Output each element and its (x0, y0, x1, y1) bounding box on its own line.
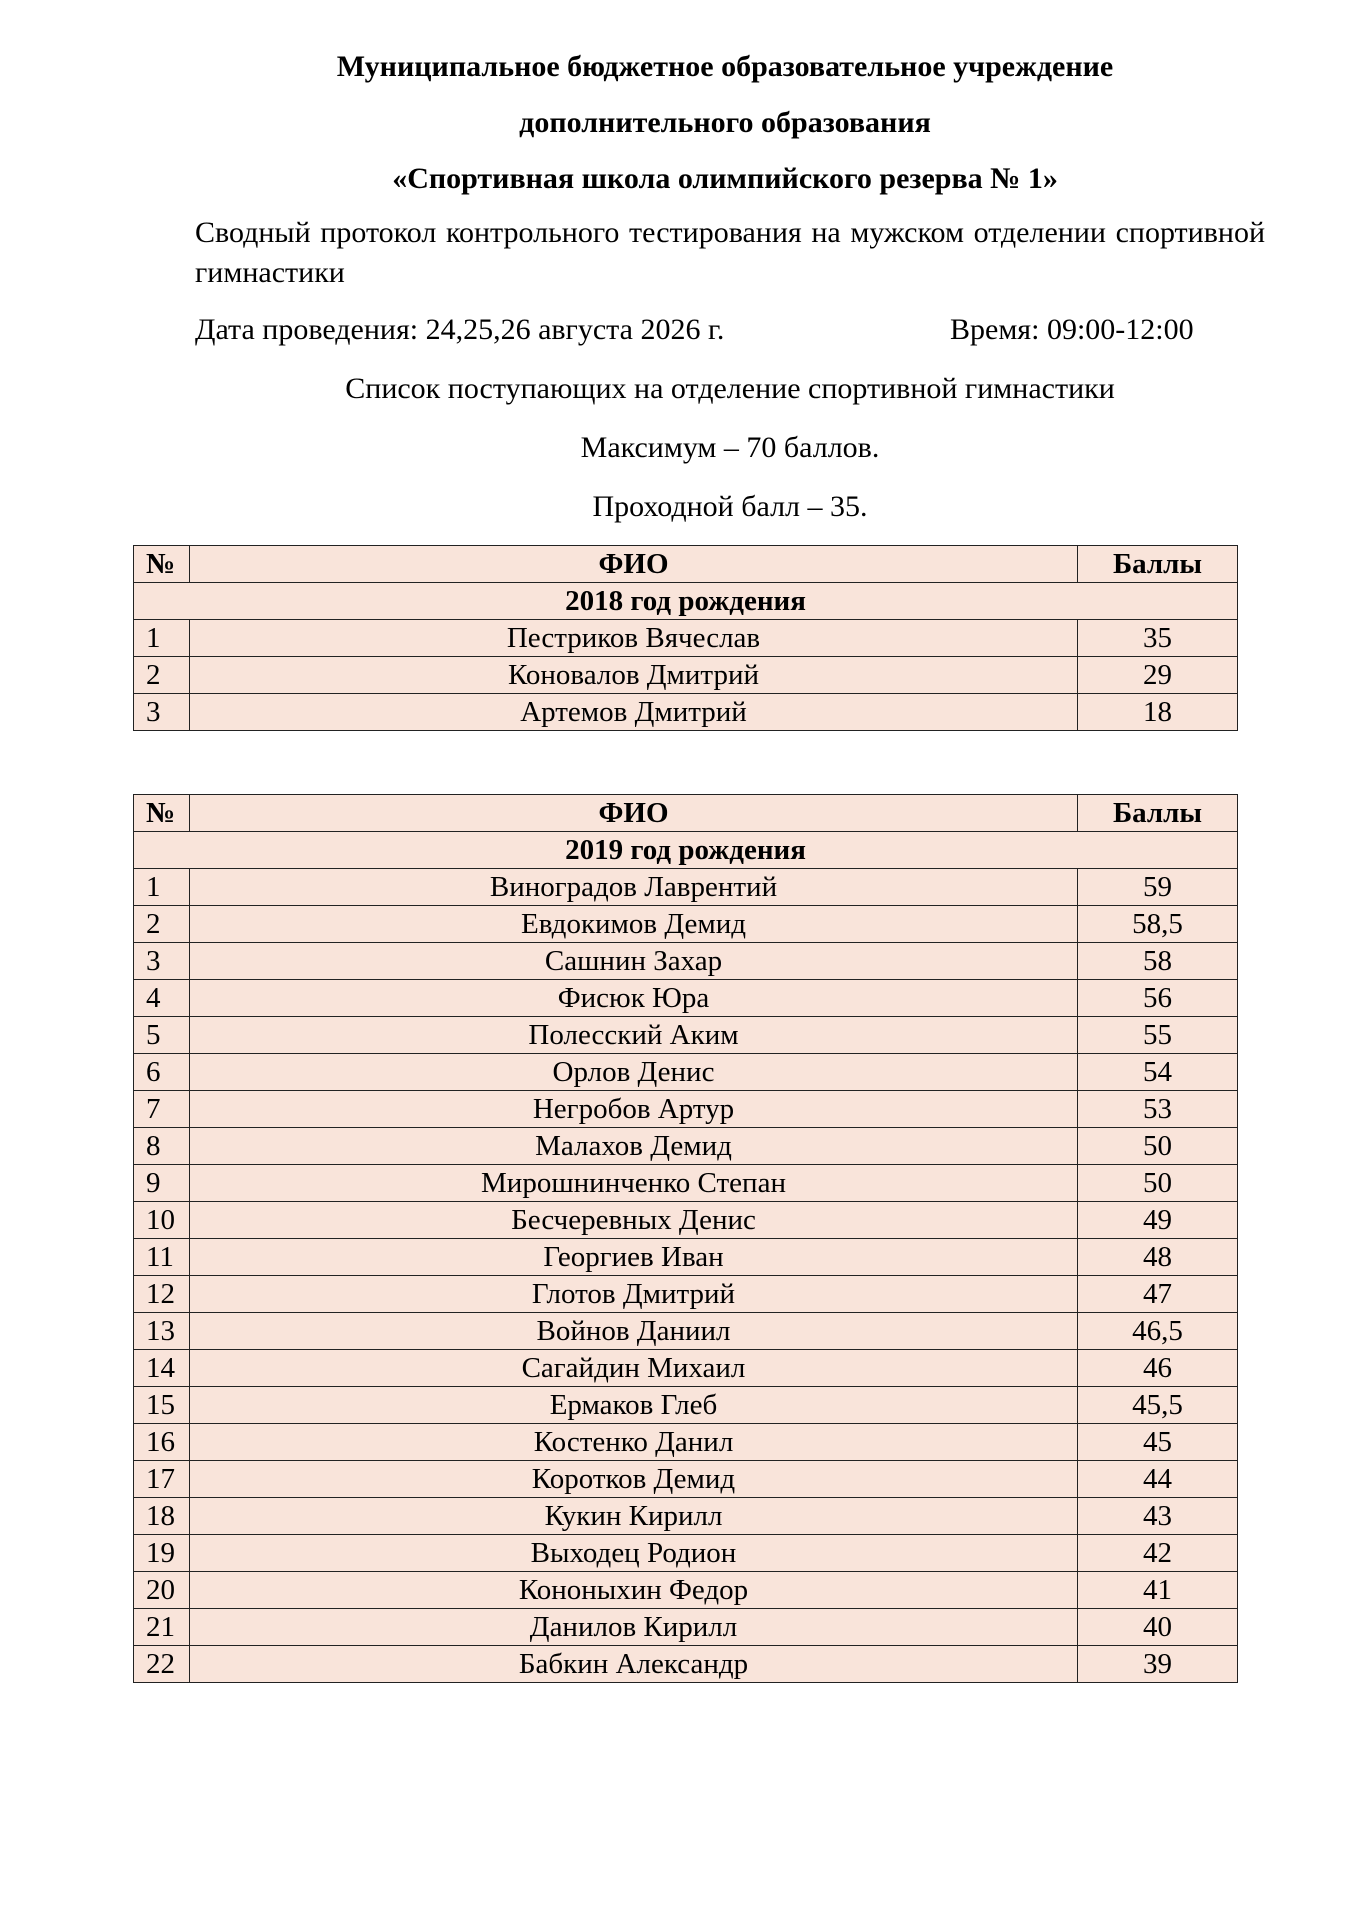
athlete-name: Бабкин Александр (190, 1646, 1078, 1683)
date-text: Дата проведения: 24,25,26 августа 2026 г. (195, 313, 725, 346)
athlete-score: 49 (1078, 1202, 1238, 1239)
school-name: «Спортивная школа олимпийского резерва № 1» (392, 162, 1058, 195)
row-number: 10 (134, 1202, 190, 1239)
athlete-name: Ермаков Глеб (190, 1387, 1078, 1424)
athlete-name: Орлов Денис (190, 1054, 1078, 1091)
athlete-score: 56 (1078, 980, 1238, 1017)
athlete-score: 58,5 (1078, 906, 1238, 943)
athlete-name: Малахов Демид (190, 1128, 1078, 1165)
row-number: 9 (134, 1165, 190, 1202)
athlete-name: Мирошнинченко Степан (190, 1165, 1078, 1202)
athlete-name: Кононыхин Федор (190, 1572, 1078, 1609)
athlete-name: Пестриков Вячеслав (190, 620, 1078, 657)
athlete-name: Негробов Артур (190, 1091, 1078, 1128)
row-number: 1 (134, 620, 190, 657)
column-header-num: № (134, 546, 190, 583)
row-number: 20 (134, 1572, 190, 1609)
athlete-score: 50 (1078, 1165, 1238, 1202)
table-header-row (134, 546, 1238, 583)
protocol-title: Сводный протокол контрольного тестирования на мужском отделении спортивной гимнастики (195, 216, 1265, 289)
column-header-name: ФИО (190, 546, 1078, 583)
athlete-name: Данилов Кирилл (190, 1609, 1078, 1646)
athlete-score: 46,5 (1078, 1313, 1238, 1350)
list-title: Список поступающих на отделение спортивной гимнастики (345, 372, 1115, 405)
athlete-score: 59 (1078, 869, 1238, 906)
table-row (134, 869, 1238, 906)
athlete-score: 46 (1078, 1350, 1238, 1387)
table-row (134, 1091, 1238, 1128)
row-number: 19 (134, 1535, 190, 1572)
org-name-line2: дополнительного образования (519, 106, 931, 139)
athlete-score: 50 (1078, 1128, 1238, 1165)
row-number: 14 (134, 1350, 190, 1387)
table-header-row (134, 795, 1238, 832)
row-number: 22 (134, 1646, 190, 1683)
row-number: 13 (134, 1313, 190, 1350)
table-row (134, 1276, 1238, 1313)
table-row (134, 1054, 1238, 1091)
group-row (134, 832, 1238, 869)
row-number: 17 (134, 1461, 190, 1498)
group-label: 2019 год рождения (134, 832, 1238, 869)
athlete-name: Кукин Кирилл (190, 1498, 1078, 1535)
row-number: 4 (134, 980, 190, 1017)
results-table-2019 (133, 794, 1238, 1683)
row-number: 21 (134, 1609, 190, 1646)
athlete-score: 55 (1078, 1017, 1238, 1054)
table-row (134, 1313, 1238, 1350)
table-row (134, 1609, 1238, 1646)
time-text: Время: 09:00-12:00 (950, 313, 1194, 346)
row-number: 2 (134, 906, 190, 943)
table-row (134, 1572, 1238, 1609)
table-row (134, 906, 1238, 943)
athlete-score: 29 (1078, 657, 1238, 694)
table-row (134, 1498, 1238, 1535)
table-row (134, 1424, 1238, 1461)
athlete-score: 35 (1078, 620, 1238, 657)
column-header-name: ФИО (190, 795, 1078, 832)
athlete-name: Полесский Аким (190, 1017, 1078, 1054)
athlete-score: 53 (1078, 1091, 1238, 1128)
table-row (134, 1350, 1238, 1387)
row-number: 8 (134, 1128, 190, 1165)
athlete-name: Бесчеревных Денис (190, 1202, 1078, 1239)
athlete-name: Глотов Дмитрий (190, 1276, 1078, 1313)
org-name-line1: Муниципальное бюджетное образовательное учреждение (336, 50, 1114, 83)
column-header-num: № (134, 795, 190, 832)
table-row (134, 980, 1238, 1017)
table-row (134, 943, 1238, 980)
row-number: 5 (134, 1017, 190, 1054)
row-number: 2 (134, 657, 190, 694)
table-row (134, 1387, 1238, 1424)
table-row (134, 1461, 1238, 1498)
athlete-score: 47 (1078, 1276, 1238, 1313)
table-row (134, 1017, 1238, 1054)
passing-score-text: Проходной балл – 35. (592, 490, 868, 523)
athlete-score: 40 (1078, 1609, 1238, 1646)
athlete-name: Сашнин Захар (190, 943, 1078, 980)
table-row (134, 620, 1238, 657)
athlete-score: 48 (1078, 1239, 1238, 1276)
athlete-name: Виноградов Лаврентий (190, 869, 1078, 906)
athlete-score: 44 (1078, 1461, 1238, 1498)
athlete-name: Георгиев Иван (190, 1239, 1078, 1276)
athlete-name: Костенко Данил (190, 1424, 1078, 1461)
athlete-name: Коновалов Дмитрий (190, 657, 1078, 694)
athlete-name: Артемов Дмитрий (190, 694, 1078, 731)
table-row (134, 1128, 1238, 1165)
row-number: 16 (134, 1424, 190, 1461)
column-header-score: Баллы (1078, 546, 1238, 583)
athlete-score: 45,5 (1078, 1387, 1238, 1424)
athlete-name: Евдокимов Демид (190, 906, 1078, 943)
row-number: 1 (134, 869, 190, 906)
results-table-2018 (133, 545, 1238, 731)
athlete-score: 39 (1078, 1646, 1238, 1683)
athlete-name: Войнов Даниил (190, 1313, 1078, 1350)
row-number: 12 (134, 1276, 190, 1313)
athlete-score: 58 (1078, 943, 1238, 980)
column-header-score: Баллы (1078, 795, 1238, 832)
table-row (134, 1202, 1238, 1239)
row-number: 18 (134, 1498, 190, 1535)
athlete-score: 45 (1078, 1424, 1238, 1461)
athlete-score: 54 (1078, 1054, 1238, 1091)
table-row (134, 1165, 1238, 1202)
table-row (134, 1646, 1238, 1683)
row-number: 3 (134, 943, 190, 980)
group-row (134, 583, 1238, 620)
athlete-score: 43 (1078, 1498, 1238, 1535)
row-number: 3 (134, 694, 190, 731)
table-row (134, 694, 1238, 731)
athlete-score: 41 (1078, 1572, 1238, 1609)
maximum-score-text: Максимум – 70 баллов. (580, 431, 880, 464)
row-number: 11 (134, 1239, 190, 1276)
athlete-name: Сагайдин Михаил (190, 1350, 1078, 1387)
athlete-name: Выходец Родион (190, 1535, 1078, 1572)
table-row (134, 657, 1238, 694)
athlete-score: 42 (1078, 1535, 1238, 1572)
row-number: 6 (134, 1054, 190, 1091)
athlete-name: Фисюк Юра (190, 980, 1078, 1017)
row-number: 7 (134, 1091, 190, 1128)
athlete-name: Коротков Демид (190, 1461, 1078, 1498)
table-row (134, 1239, 1238, 1276)
table-row (134, 1535, 1238, 1572)
athlete-score: 18 (1078, 694, 1238, 731)
row-number: 15 (134, 1387, 190, 1424)
group-label: 2018 год рождения (134, 583, 1238, 620)
